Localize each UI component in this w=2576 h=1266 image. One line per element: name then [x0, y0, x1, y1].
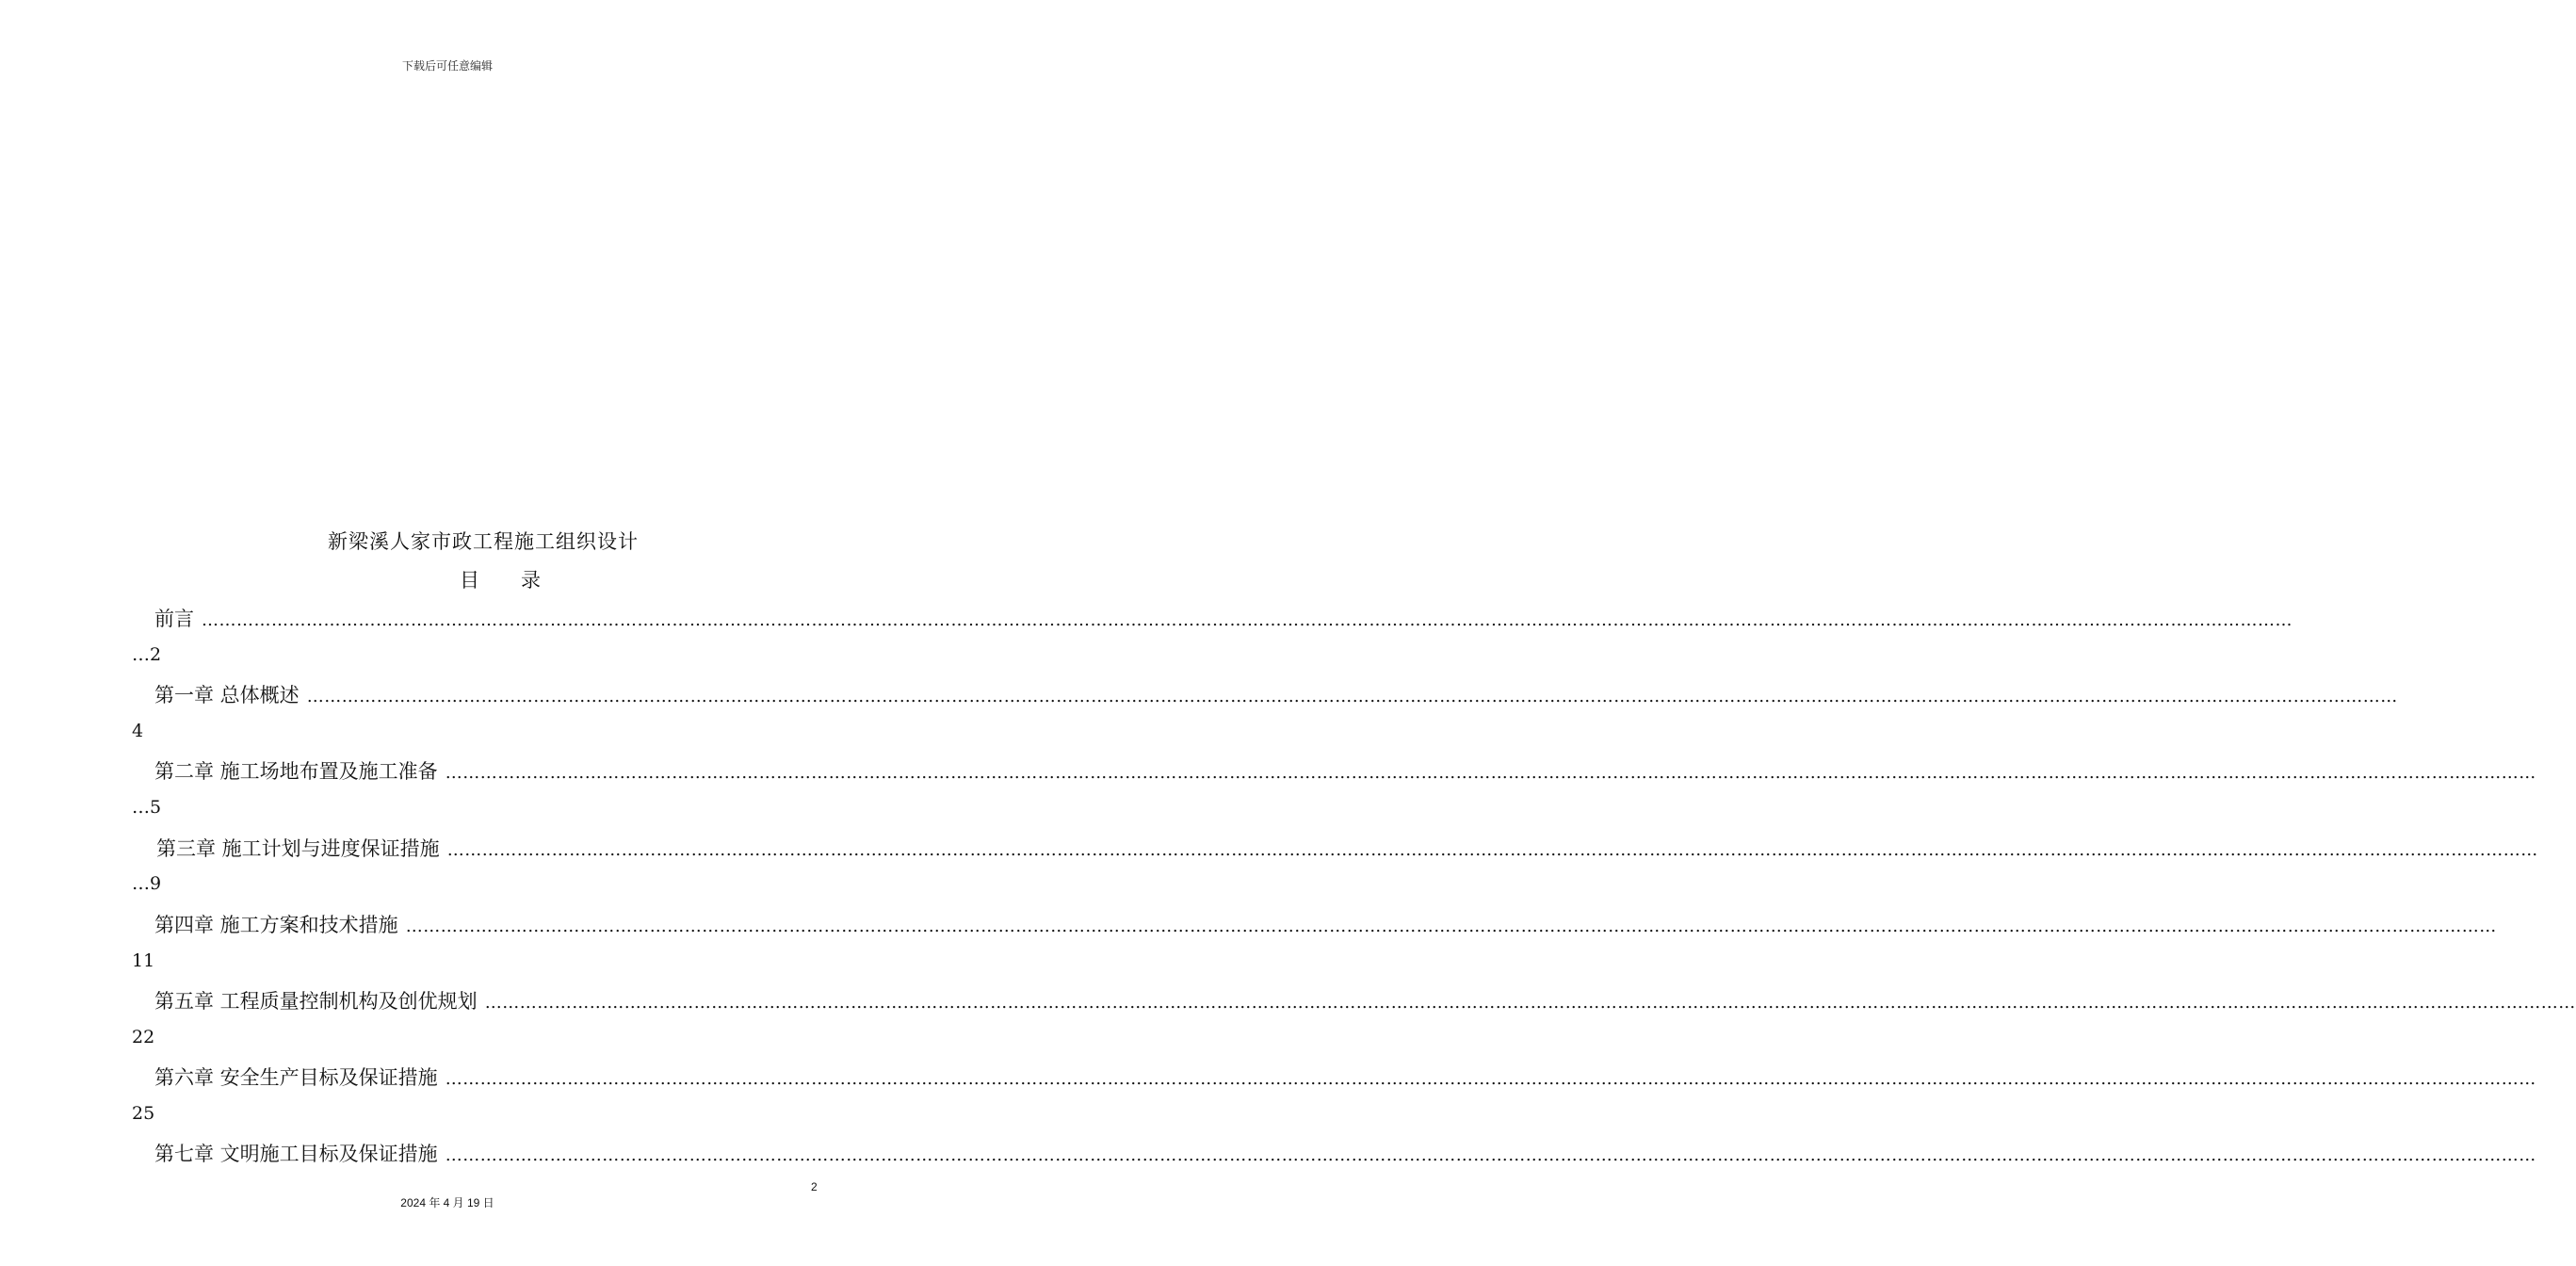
- page-number: 2: [811, 1180, 818, 1193]
- toc-dot-leader: ………………………………………………………………………………………………………………………………………………………………………………………………………………………………………………………………………………………………………………………………: [405, 917, 2497, 936]
- toc-entry-chapter-2[interactable]: [154, 756, 2536, 783]
- toc-entry-chapter-4[interactable]: [154, 910, 2497, 936]
- toc-dot-leader: ………………………………………………………………………………………………………………………………………………………………………………………………………………………………………………………………………………………………………………………………: [445, 763, 2536, 783]
- toc-entry-label: 第七章 文明施工目标及保证措施: [154, 1143, 438, 1165]
- toc-entry-chapter-5[interactable]: [154, 986, 2576, 1013]
- footer-date: 2024 年 4 月 19 日: [400, 1196, 494, 1209]
- toc-dot-leader: ………………………………………………………………………………………………………………………………………………………………………………………………………………………………………………………………………………………………………………………………: [446, 840, 2538, 860]
- toc-entry-label: 第二章 施工场地布置及施工准备: [154, 760, 438, 783]
- toc-heading-left: 目: [460, 569, 479, 592]
- toc-entry-preface[interactable]: [154, 604, 2292, 630]
- toc-dot-leader: ………………………………………………………………………………………………………………………………………………………………………………………………………………………………………………………………………………………………………………………………: [306, 687, 2398, 706]
- toc-dot-leader: ………………………………………………………………………………………………………………………………………………………………………………………………………………………………………………………………………………………………………………………………: [445, 1145, 2536, 1165]
- toc-entry-page: …2: [132, 644, 162, 665]
- toc-entry-label: 前言: [154, 608, 194, 630]
- toc-dot-leader: ………………………………………………………………………………………………………………………………………………………………………………………………………………………………………………………………………………………………………………………………: [445, 1069, 2536, 1089]
- toc-entry-chapter-6[interactable]: [154, 1063, 2536, 1089]
- toc-heading-right: 录: [521, 569, 541, 592]
- document-title: 新梁溪人家市政工程施工组织设计: [328, 530, 639, 553]
- toc-entry-page: …9: [132, 873, 162, 894]
- toc-entry-label: 第三章 施工计划与进度保证措施: [156, 837, 440, 860]
- toc-entry-chapter-7[interactable]: [154, 1139, 2536, 1165]
- toc-entry-page: …5: [132, 797, 162, 818]
- toc-entry-label: 第一章 总体概述: [154, 684, 300, 706]
- toc-entry-label: 第六章 安全生产目标及保证措施: [154, 1066, 438, 1089]
- toc-entry-label: 第四章 施工方案和技术措施: [154, 914, 398, 936]
- toc-entry-chapter-1[interactable]: [154, 680, 2398, 706]
- toc-entry-page: 4: [132, 721, 144, 741]
- toc-entry-chapter-3[interactable]: [156, 834, 2538, 860]
- toc-entry-page: 22: [132, 1027, 155, 1047]
- toc-entry-label: 第五章 工程质量控制机构及创优规划: [154, 990, 478, 1013]
- toc-dot-leader: ………………………………………………………………………………………………………………………………………………………………………………………………………………………………………………………………………………………………………………………………: [202, 610, 2292, 630]
- toc-entry-page: 25: [132, 1103, 155, 1124]
- toc-heading: [460, 565, 541, 593]
- toc-dot-leader: ………………………………………………………………………………………………………………………………………………………………………………………………………………………………………………………………………………………………………………………………: [484, 993, 2576, 1013]
- toc-entry-page: 11: [132, 950, 155, 971]
- header-note: 下载后可任意编辑: [401, 59, 493, 73]
